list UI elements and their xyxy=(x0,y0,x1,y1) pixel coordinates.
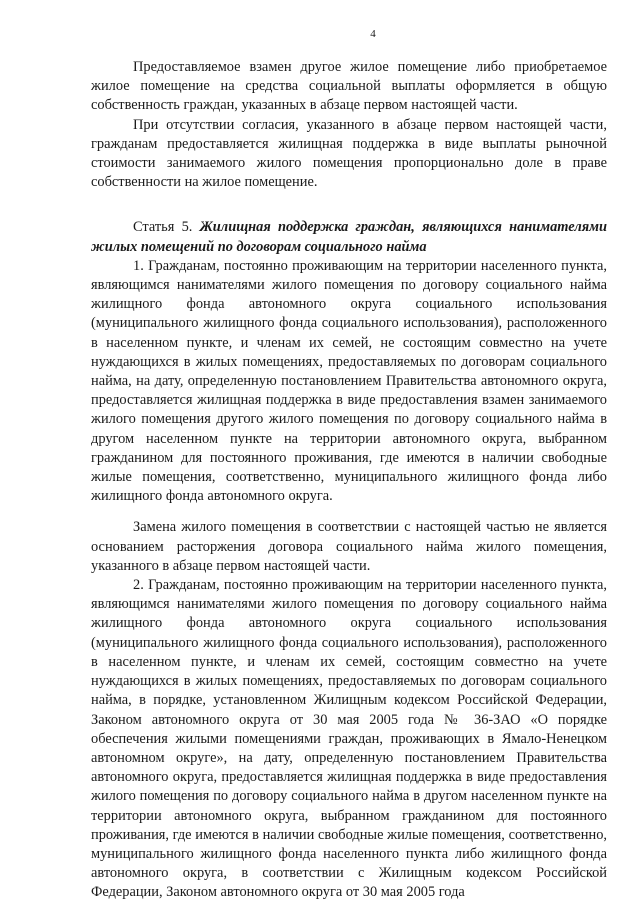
article-label: Статья 5. xyxy=(133,219,193,236)
paragraph-part-2: 2. Гражданам, постоянно проживающим на территории населенного пункта, являющимся нанимателями жилого помещения по договору социального найма жилищного фонда автономного округа социального использования (муниципального жилищного фонда социального использования), расположенного в населенном пункте, и членам их семей, состоящим совместно на учете нуждающихся в жилых помещениях, предоставляемых по договорам социального найма, в порядке, установленном Жилищным кодексом Российской Федерации, Законом автономного округа от 30 мая 2005 года № 36-ЗАО «О порядке обеспечения жилыми помещениями граждан, проживающих в Ямало-Ненецком автономном округе», на дату, определенную постановлением Правительства автономного округа, предоставляется жилищная поддержка в виде предоставления жилого помещения по договору социального найма в другом населенном пункте на территории автономного округа, выбранном гражданином для постоянного проживания, где имеются в наличии свободные жилые помещения, соответственно, муниципального жилищного фонда населенного пункта либо жилищного фонда автономного округа, в соответствии с Жилищным кодексом Российской Федерации, Законом автономного округа от 30 мая 2005 года xyxy=(91,577,607,901)
paragraph-ownership: Предоставляемое взамен другое жилое помещение либо приобретаемое жилое помещение на средства социальной выплаты оформляется в общую собственность граждан, указанных в абзаце первом настоящей части. xyxy=(91,59,607,114)
paragraph-spacer xyxy=(91,506,607,518)
paragraph-part-1: 1. Гражданам, постоянно проживающим на территории населенного пункта, являющимся нанимателями жилого помещения по договору социального найма жилищного фонда автономного округа социального использования (муниципального жилищного фонда социального использования), расположенного в населенном пункте, и членам их семей, не состоящим совместно на учете нуждающихся в жилых помещениях, предоставляемых по договорам социального найма, на дату, определенную постановлением Правительства автономного округа, предоставляется жилищная поддержка в виде предоставления взамен занимаемого жилого помещения другого жилого помещения по договору социального найма в другом населенном пункте на территории автономного округа, выбранном гражданином для постоянного проживания, где имеются в наличии свободные жилые помещения, соответственно, муниципального жилищного фонда либо жилищного фонда автономного округа. xyxy=(91,257,607,505)
section-spacer xyxy=(91,192,607,218)
article-heading xyxy=(91,218,607,256)
page-number: 4 xyxy=(370,28,376,40)
paragraph-replacement: Замена жилого помещения в соответствии с настоящей частью не является основанием расторжения договора социального найма жилого помещения, указанного в абзаце первом настоящей части. xyxy=(91,519,607,574)
paragraph-no-consent: При отсутствии согласия, указанного в абзаце первом настоящей части, гражданам предоставляется жилищная поддержка в виде выплаты рыночной стоимости занимаемого жилого помещения пропорционально доле в праве собственности на жилое помещение. xyxy=(91,116,607,191)
article-title: Жилищная поддержка граждан, являющихся нанимателями жилых помещений по договорам социального найма xyxy=(91,219,607,255)
